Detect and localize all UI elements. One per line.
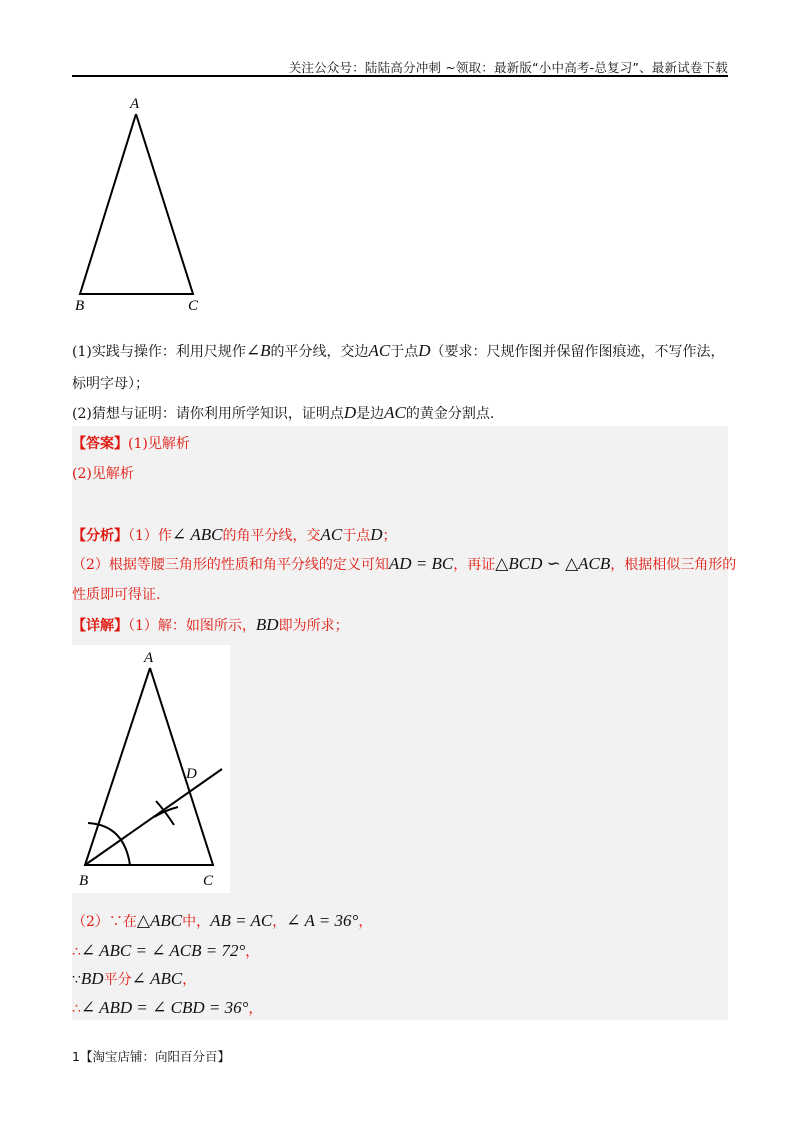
question-part-2: (2)猜想与证明：请你利用所学知识，证明点D是边AC的黄金分割点. [72, 403, 495, 422]
proof-line-1: （2）∵在△ABC中，AB = AC，∠ A = 36°， [72, 911, 373, 930]
analysis-line-2: （2）根据等腰三角形的性质和角平分线的定义可知AD = BC，再证△BCD ∽ △ACB，根据相似三角形的 [72, 554, 737, 573]
header-text: 关注公众号：陆陆高分冲刺 ~领取：最新版“小中高考-总复习”、最新试卷下载 [288, 60, 728, 75]
vertex-label-d: D [186, 766, 197, 782]
vertex-label-a: A [144, 650, 154, 666]
answer-tag: 【答案】 [72, 436, 128, 452]
answer-line-1: 【答案】(1)见解析 [72, 436, 190, 452]
proof-line-3: ∵BD平分∠ ABC， [72, 969, 197, 988]
vertex-label-c: C [203, 873, 214, 889]
triangle-figure [72, 92, 222, 317]
vertex-label-b: B [79, 873, 89, 889]
vertex-label-a: A [130, 96, 140, 112]
page-footer: 1【淘宝店铺：向阳百分百】 [72, 1049, 230, 1064]
proof-line-2: ∴∠ ABC = ∠ ACB = 72°， [72, 941, 260, 960]
analysis-line-3: 性质即可得证. [72, 587, 161, 603]
header-rule [72, 75, 728, 77]
detail-line-1: 【详解】（1）解：如图所示，BD即为所求； [72, 615, 349, 634]
analysis-tag: 【分析】 [72, 528, 128, 544]
bisector-figure [72, 645, 230, 893]
triangle-outline [80, 114, 193, 294]
answer-line-2: (2)见解析 [72, 466, 134, 482]
detail-tag: 【详解】 [72, 618, 128, 634]
analysis-line-1: 【分析】（1）作∠ ABC的角平分线，交AC于点D； [72, 525, 397, 544]
proof-line-4: ∴∠ ABD = ∠ CBD = 36°， [72, 998, 263, 1017]
question-part-1-cont: 标明字母）； [72, 376, 149, 392]
vertex-label-b: B [75, 298, 85, 314]
question-part-1: (1)实践与操作：利用尺规作∠B的平分线，交边AC于点D（要求：尺规作图并保留作图痕迹，不写作法， [72, 341, 725, 360]
vertex-label-c: C [188, 298, 199, 314]
bisector-ray [85, 769, 222, 865]
